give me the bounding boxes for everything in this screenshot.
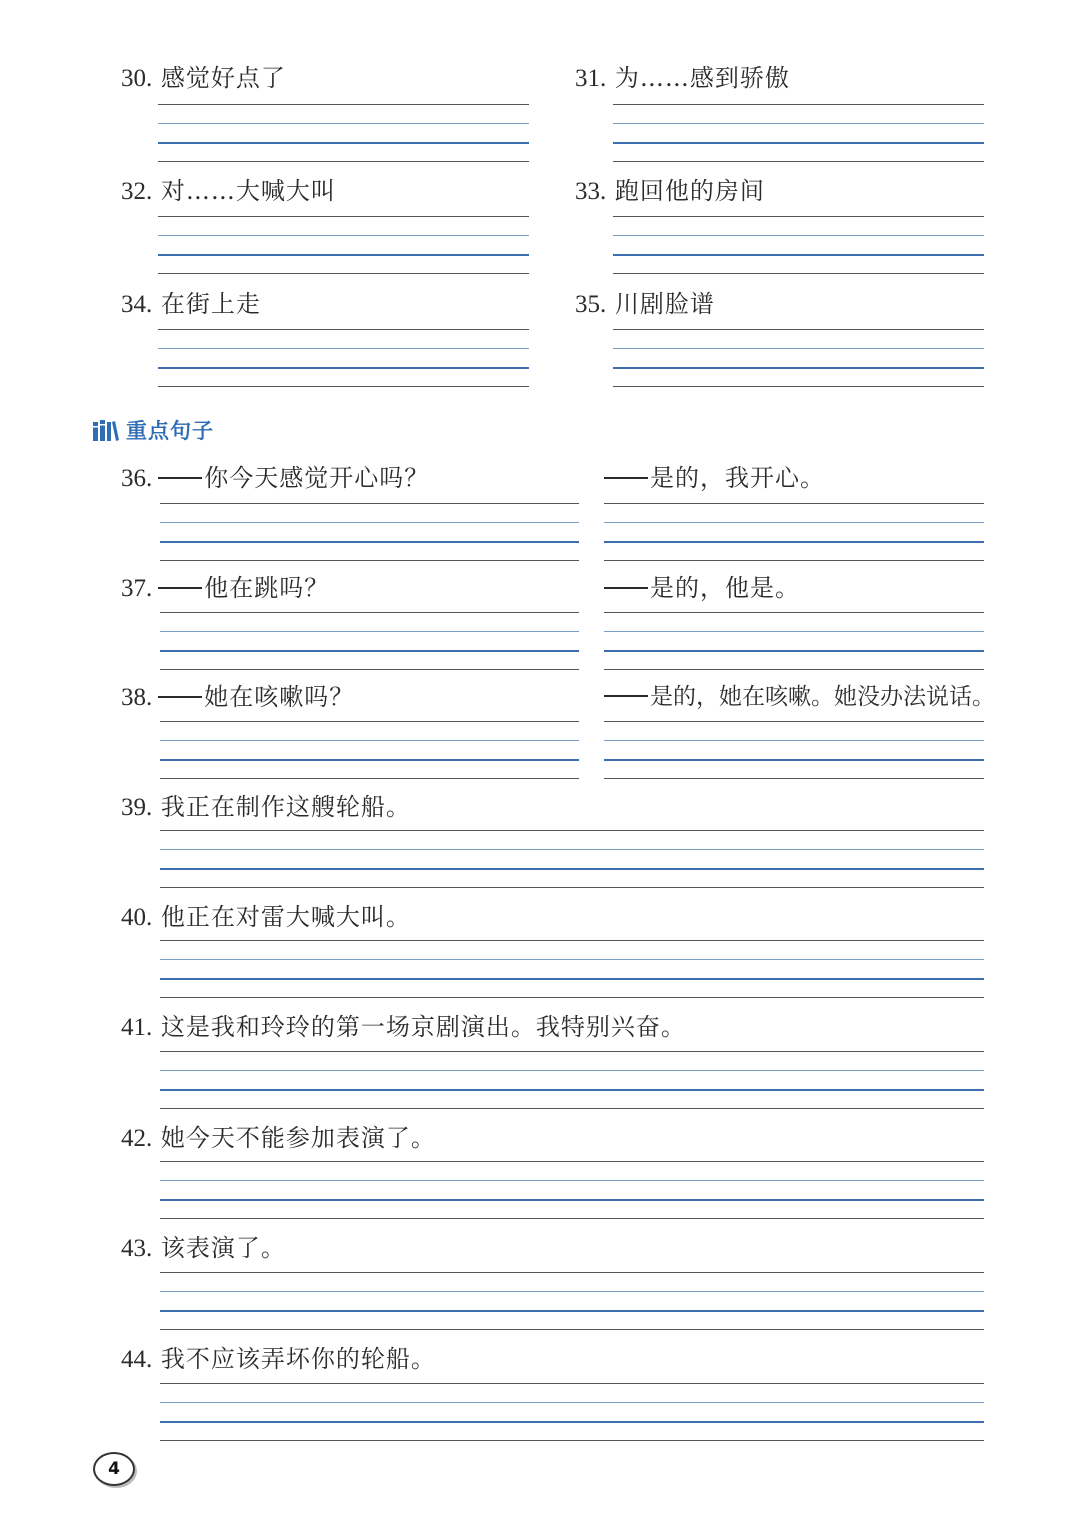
dialogue-answer: 是的，我开心。 bbox=[650, 464, 825, 492]
phrase-31 bbox=[575, 63, 790, 94]
phrase-34 bbox=[121, 289, 261, 320]
dialogue-number: 37. bbox=[121, 575, 153, 602]
sentence-text: 这是我和玲玲的第一场京剧演出。我特别兴奋。 bbox=[160, 1013, 686, 1041]
sentence-41 bbox=[121, 1012, 686, 1043]
sentence-text: 他正在对雷大喊大叫。 bbox=[160, 903, 411, 931]
writing-lines-36-a[interactable] bbox=[604, 503, 984, 561]
books-icon bbox=[92, 418, 120, 442]
page-number: 4 bbox=[93, 1452, 135, 1486]
sentence-number: 43. bbox=[121, 1235, 153, 1262]
dialogue-question: 他在跳吗？ bbox=[204, 574, 330, 602]
phrase-32 bbox=[121, 176, 336, 207]
phrase-text: 为……感到骄傲 bbox=[614, 64, 790, 92]
writing-lines-37-a[interactable] bbox=[604, 612, 984, 670]
dialogue-number: 38. bbox=[121, 684, 153, 711]
sentence-number: 41. bbox=[121, 1014, 153, 1041]
sentence-text: 我正在制作这艘轮船。 bbox=[160, 793, 411, 821]
dialogue-number: 36. bbox=[121, 465, 153, 492]
writing-lines-33[interactable] bbox=[613, 216, 984, 274]
sentence-number: 40. bbox=[121, 904, 153, 931]
section-heading bbox=[92, 416, 214, 444]
section-title: 重点句子 bbox=[126, 419, 214, 443]
sentence-text: 她今天不能参加表演了。 bbox=[160, 1124, 436, 1152]
phrase-text: 感觉好点了 bbox=[160, 64, 286, 92]
phrase-number: 31. bbox=[575, 65, 607, 92]
dialogue-answer: 是的，她在咳嗽。她没办法说话。 bbox=[650, 684, 995, 710]
sentence-number: 44. bbox=[121, 1346, 153, 1373]
phrase-number: 30. bbox=[121, 65, 153, 92]
writing-lines-35[interactable] bbox=[613, 329, 984, 387]
writing-lines-40[interactable] bbox=[160, 940, 984, 998]
dialogue-question: 她在咳嗽吗？ bbox=[204, 683, 355, 711]
writing-lines-38-a[interactable] bbox=[604, 721, 984, 779]
dialogue-38-question bbox=[121, 682, 354, 713]
dialogue-answer: 是的，他是。 bbox=[650, 574, 800, 602]
sentence-44 bbox=[121, 1344, 436, 1375]
phrase-30 bbox=[121, 63, 286, 94]
phrase-number: 33. bbox=[575, 178, 607, 205]
writing-lines-34[interactable] bbox=[158, 329, 529, 387]
phrase-number: 35. bbox=[575, 291, 607, 318]
writing-lines-39[interactable] bbox=[160, 830, 984, 888]
writing-lines-42[interactable] bbox=[160, 1161, 984, 1219]
dialogue-37-question bbox=[121, 573, 329, 604]
dialogue-37-answer bbox=[604, 573, 800, 603]
writing-lines-44[interactable] bbox=[160, 1383, 984, 1441]
sentence-text: 我不应该弄坏你的轮船。 bbox=[160, 1345, 436, 1373]
sentence-text: 该表演了。 bbox=[160, 1234, 286, 1262]
sentence-number: 39. bbox=[121, 794, 153, 821]
phrase-text: 跑回他的房间 bbox=[614, 177, 765, 205]
writing-lines-38-q[interactable] bbox=[160, 721, 579, 779]
writing-lines-32[interactable] bbox=[158, 216, 529, 274]
phrase-text: 在街上走 bbox=[160, 290, 261, 318]
phrase-33 bbox=[575, 176, 765, 207]
writing-lines-31[interactable] bbox=[613, 104, 984, 162]
writing-lines-36-q[interactable] bbox=[160, 503, 579, 561]
sentence-39 bbox=[121, 792, 411, 823]
writing-lines-37-q[interactable] bbox=[160, 612, 579, 670]
writing-lines-43[interactable] bbox=[160, 1272, 984, 1330]
dialogue-36-question bbox=[121, 463, 429, 494]
phrase-text: 对……大喊大叫 bbox=[160, 177, 336, 205]
sentence-43 bbox=[121, 1233, 286, 1264]
sentence-number: 42. bbox=[121, 1125, 153, 1152]
phrase-35 bbox=[575, 289, 715, 320]
phrase-text: 川剧脸谱 bbox=[614, 290, 715, 318]
sentence-40 bbox=[121, 902, 411, 933]
writing-lines-30[interactable] bbox=[158, 104, 529, 162]
phrase-number: 34. bbox=[121, 291, 153, 318]
dialogue-question: 你今天感觉开心吗？ bbox=[204, 464, 430, 492]
phrase-number: 32. bbox=[121, 178, 153, 205]
dialogue-38-answer bbox=[604, 682, 995, 712]
dialogue-36-answer bbox=[604, 463, 825, 493]
writing-lines-41[interactable] bbox=[160, 1051, 984, 1109]
sentence-42 bbox=[121, 1123, 436, 1154]
